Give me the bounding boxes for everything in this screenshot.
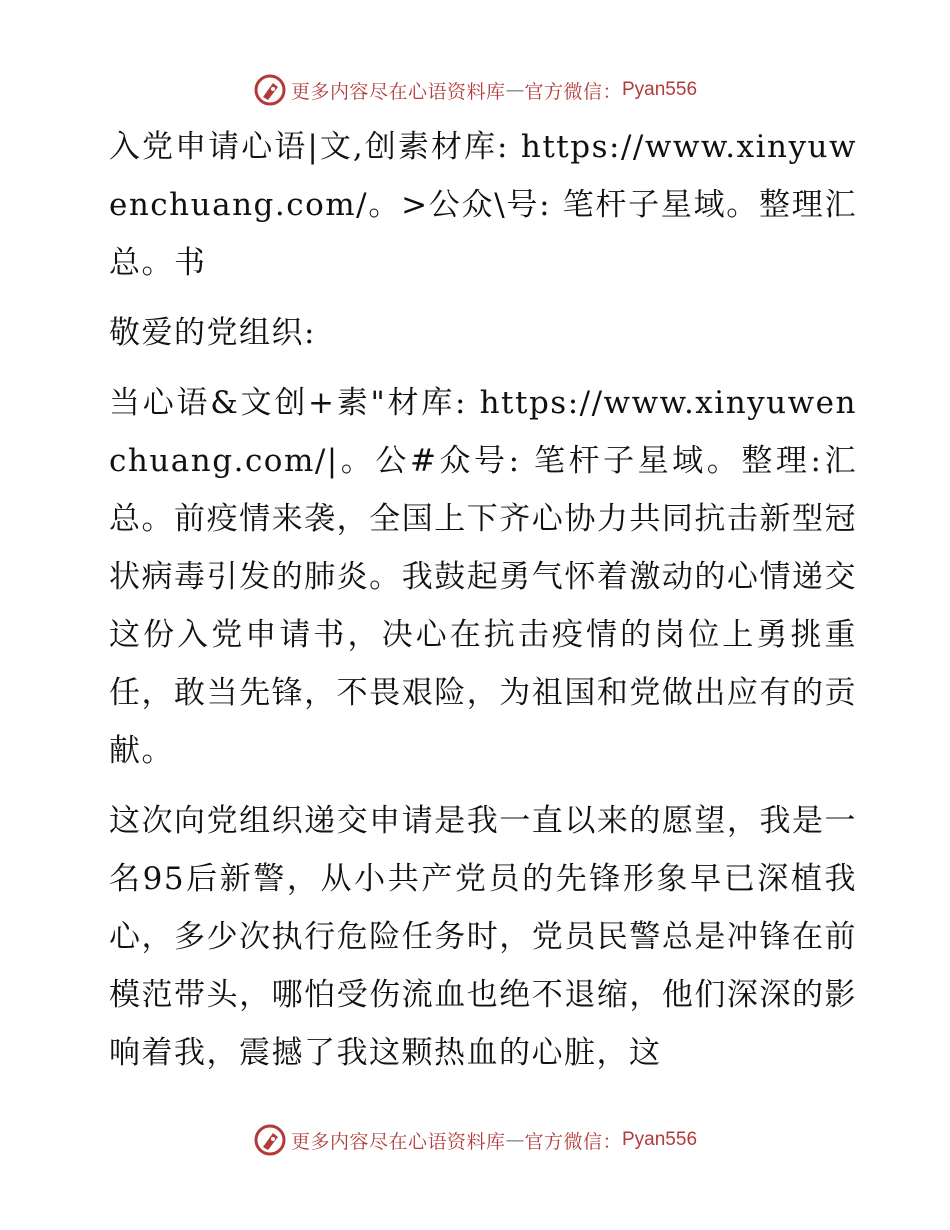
banner-wechat-label: 官方微信： (524, 80, 622, 103)
paragraph-salutation: 敬爱的党组织: (109, 315, 316, 351)
banner-text: 更多内容尽在心语资料库 (290, 1130, 506, 1153)
pen-nib-circle-icon (253, 73, 287, 107)
banner-wechat-label: 官方微信： (524, 1130, 622, 1153)
banner-wechat-id: Pyan556 (622, 1129, 698, 1150)
pen-nib-circle-icon (253, 1123, 287, 1157)
banner-dash: — (505, 1129, 525, 1151)
header-banner (0, 70, 950, 110)
paragraph-source-note: 入党申请心语|文,创素材库: https://www.xinyuwenchuang.com/。>公众\号: 笔杆子星域。整理汇总。书 (109, 129, 857, 281)
banner-wechat-id: Pyan556 (622, 79, 698, 100)
document-body (97, 118, 857, 1094)
banner-dash: — (505, 79, 525, 101)
banner-text: 更多内容尽在心语资料库 (290, 80, 506, 103)
paragraph-body-1: 当心语&文创+素"材库: https://www.xinyuwenchuang.com/|。公#众号: 笔杆子星域。整理:汇总。前疫情来袭，全国上下齐心协力共同抗击新型冠状病毒引发的肺炎。我鼓起勇气怀着激动的心情递交这份入党申请书，决心在抗击疫情的岗位上勇挑重任，敢当先锋，不畏艰险，为祖国和党做出应有的贡献。 (109, 385, 857, 769)
paragraph-body-2: 这次向党组织递交申请是我一直以来的愿望，我是一名95后新警，从小共产党员的先锋形象早已深植我心，多少次执行危险任务时，党员民警总是冲锋在前模范带头，哪怕受伤流血也绝不退缩，他们深深的影响着我，震撼了我这颗热血的心脏，这 (109, 803, 857, 1071)
footer-banner (0, 1120, 950, 1160)
